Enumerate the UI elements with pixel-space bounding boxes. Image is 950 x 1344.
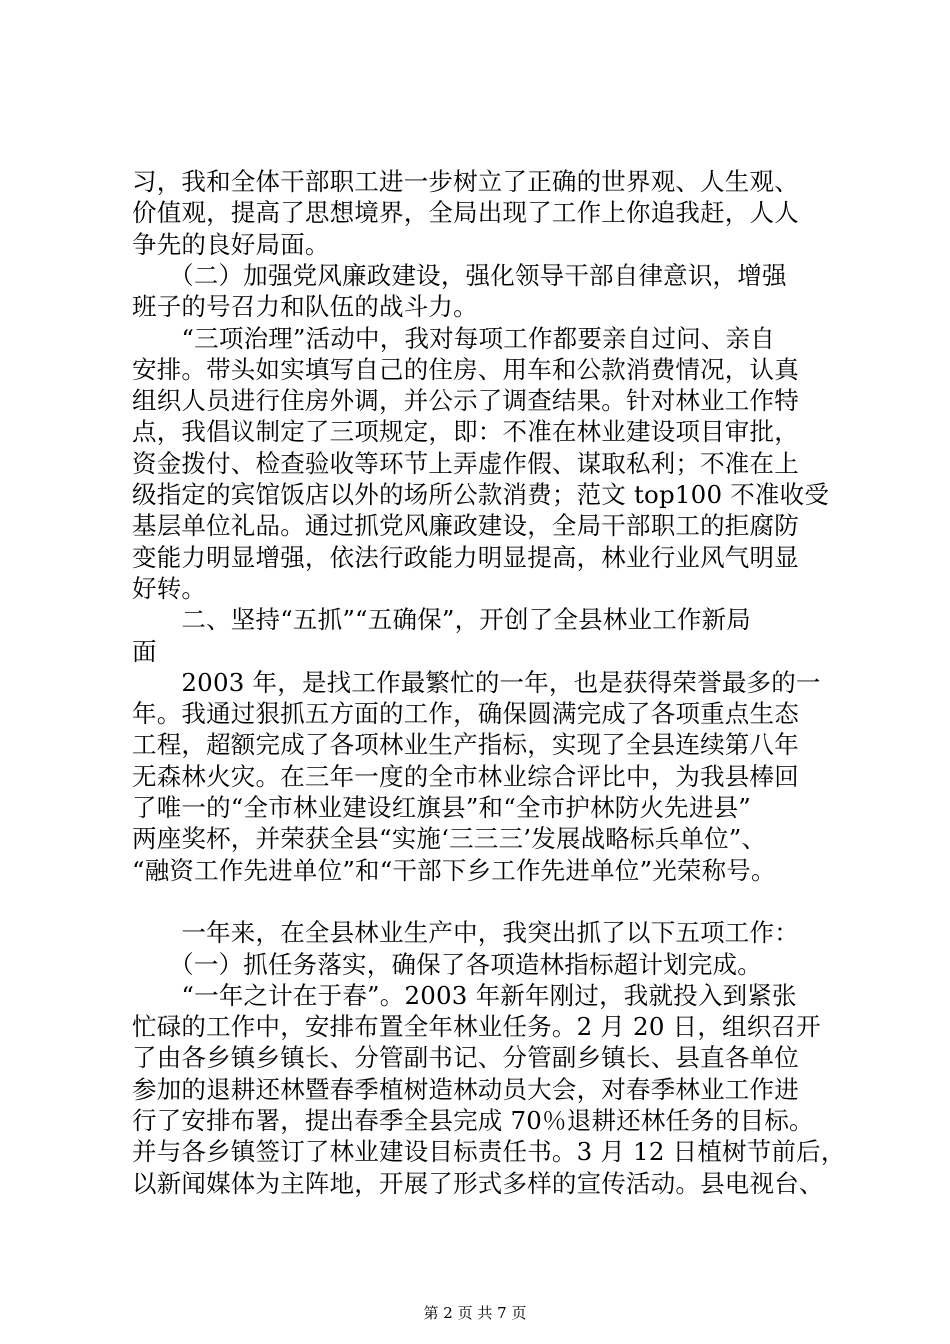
- text-line: 安排。带头如实填写自己的住房、用车和公款消费情况，认真: [132, 354, 799, 384]
- text-line: 一年来，在全县林业生产中，我突出抓了以下五项工作：: [132, 918, 799, 948]
- text-line: 习，我和全体干部职工进一步树立了正确的世界观、人生观、: [132, 167, 799, 196]
- text-line: 资金拨付、检查验收等环节上弄虚作假、谋取私利；不准在上: [132, 448, 799, 478]
- text-line: （二）加强党风廉政建设，强化领导干部自律意识，增强: [132, 260, 787, 290]
- text-line: 级指定的宾馆饭店以外的场所公款消费；范文 top100 不准收受: [132, 480, 830, 509]
- text-line: 点，我倡议制定了三项规定，即：不准在林业建设项目审批，: [132, 417, 799, 447]
- text-line: 行了安排布署，提出春季全县完成 70％退耕还林任务的目标。: [132, 1106, 814, 1135]
- page-footer: 第 2 页 共 7 页: [423, 1304, 527, 1322]
- text-line: 以新闻媒体为主阵地，开展了形式多样的宣传活动。县电视台、: [132, 1168, 824, 1198]
- text-line: （一）抓任务落实，确保了各项造林指标超计划完成。: [132, 949, 762, 979]
- text-line: 参加的退耕还林暨春季植树造林动员大会，对春季林业工作进: [132, 1074, 799, 1104]
- text-line: 了由各乡镇乡镇长、分管副书记、分管副乡镇长、县直各单位: [132, 1043, 799, 1073]
- text-line: 组织人员进行住房外调，并公示了调查结果。针对林业工作特: [132, 386, 799, 416]
- text-line: 了唯一的“全市林业建设红旗县”和“全市护林防火先进县”: [132, 793, 751, 822]
- text-line: 两座奖杯，并荣获全县“实施‘三三三’发展战略标兵单位”、: [132, 824, 767, 854]
- text-line: 面: [132, 636, 157, 666]
- text-line: “三项治理”活动中，我对每项工作都要亲自过问、亲自: [132, 323, 775, 353]
- text-line: 变能力明显增强，依法行政能力明显提高，林业行业风气明显: [132, 542, 799, 572]
- text-line: 忙碌的工作中，安排布置全年林业任务。2 月 20 日，组织召开: [132, 1012, 821, 1042]
- text-line: 班子的号召力和队伍的战斗力。: [132, 292, 478, 322]
- text-line: 并与各乡镇签订了林业建设目标责任书。3 月 12 日植树节前后，: [132, 1137, 846, 1167]
- text-line: “融资工作先进单位”和“干部下乡工作先进单位”光荣称号。: [132, 855, 776, 885]
- text-line: 基层单位礼品。通过抓党风廉政建设，全局干部职工的拒腐防: [132, 511, 799, 541]
- text-line: 无森林火灾。在三年一度的全市林业综合评比中，为我县棒回: [132, 761, 799, 791]
- text-line: “一年之计在于春”。2003 年新年刚过，我就投入到紧张: [132, 980, 797, 1010]
- text-line: 工程，超额完成了各项林业生产指标，实现了全县连续第八年: [132, 730, 799, 760]
- text-line: 年。我通过狠抓五方面的工作，确保圆满完成了各项重点生态: [132, 699, 799, 729]
- text-line: 价值观，提高了思想境界，全局出现了工作上你追我赶，人人: [132, 198, 799, 228]
- text-line: 2003 年，是找工作最繁忙的一年，也是获得荣誉最多的一: [132, 667, 821, 697]
- text-line: 好转。: [132, 573, 207, 603]
- text-line: 争先的良好局面。: [132, 229, 330, 259]
- text-line: 二、坚持“五抓”“五确保”，开创了全县林业工作新局: [132, 605, 751, 635]
